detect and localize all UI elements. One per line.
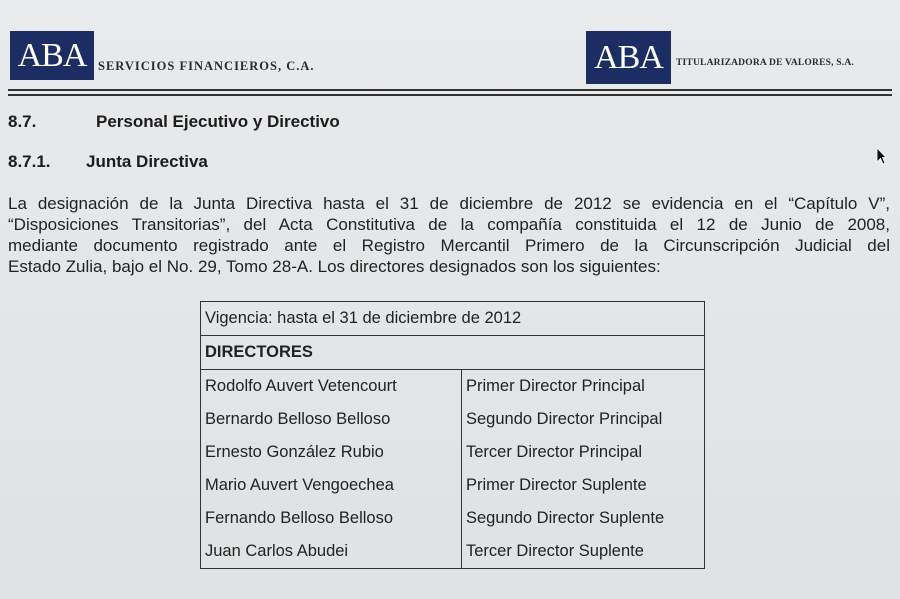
director-role: Segundo Director Suplente	[462, 502, 705, 535]
subsection-title: Junta Directiva	[86, 152, 208, 171]
aba-logo-left	[10, 31, 94, 80]
director-role: Tercer Director Suplente	[462, 535, 705, 569]
section-number: 8.7.	[8, 112, 37, 131]
table-row	[201, 436, 705, 469]
header-rule-top	[8, 89, 892, 91]
director-role: Primer Director Principal	[462, 370, 705, 404]
director-name: Mario Auvert Vengoechea	[201, 469, 462, 502]
paragraph-line: mediante documento registrado ante el Registro Mercantil Primero de la Circunscripción Judicial del	[8, 236, 890, 255]
table-row	[201, 370, 705, 404]
vigencia-cell: Vigencia: hasta el 31 de diciembre de 2012	[201, 302, 705, 336]
director-role: Primer Director Suplente	[462, 469, 705, 502]
paragraph-line: Estado Zulia, bajo el No. 29, Tomo 28-A. Los directores designados son los siguientes:	[8, 257, 661, 276]
paragraph-line: La designación de la Junta Directiva hasta el 31 de diciembre de 2012 se evidencia en el “Capítulo V”,	[8, 194, 890, 213]
director-role: Tercer Director Principal	[462, 436, 705, 469]
aba-logo-right-text: ABA	[594, 38, 663, 76]
table-row	[201, 502, 705, 535]
section-title: Personal Ejecutivo y Directivo	[96, 112, 340, 131]
header-rule-bottom	[8, 94, 892, 96]
director-name: Bernardo Belloso Belloso	[201, 403, 462, 436]
paragraph-line: “Disposiciones Transitorias”, del Acta Constitutiva de la compañía constituida el 12 de Junio de 2008,	[8, 215, 890, 234]
director-name: Rodolfo Auvert Vetencourt	[201, 370, 462, 404]
body-paragraph	[8, 193, 890, 277]
aba-logo-right	[586, 31, 671, 84]
director-name: Ernesto González Rubio	[201, 436, 462, 469]
directors-table	[200, 301, 705, 569]
company-name-left: SERVICIOS FINANCIEROS, C.A.	[98, 59, 315, 73]
director-role: Segundo Director Principal	[462, 403, 705, 436]
table-row	[201, 469, 705, 502]
director-name: Fernando Belloso Belloso	[201, 502, 462, 535]
table-row	[201, 535, 705, 569]
directors-header: DIRECTORES	[201, 336, 705, 370]
company-name-right: TITULARIZADORA DE VALORES, S.A.	[676, 58, 854, 68]
aba-logo-left-text: ABA	[17, 36, 87, 74]
subsection-number: 8.7.1.	[8, 152, 51, 171]
mouse-pointer-icon	[876, 147, 886, 165]
director-name: Juan Carlos Abudei	[201, 535, 462, 569]
table-row	[201, 403, 705, 436]
